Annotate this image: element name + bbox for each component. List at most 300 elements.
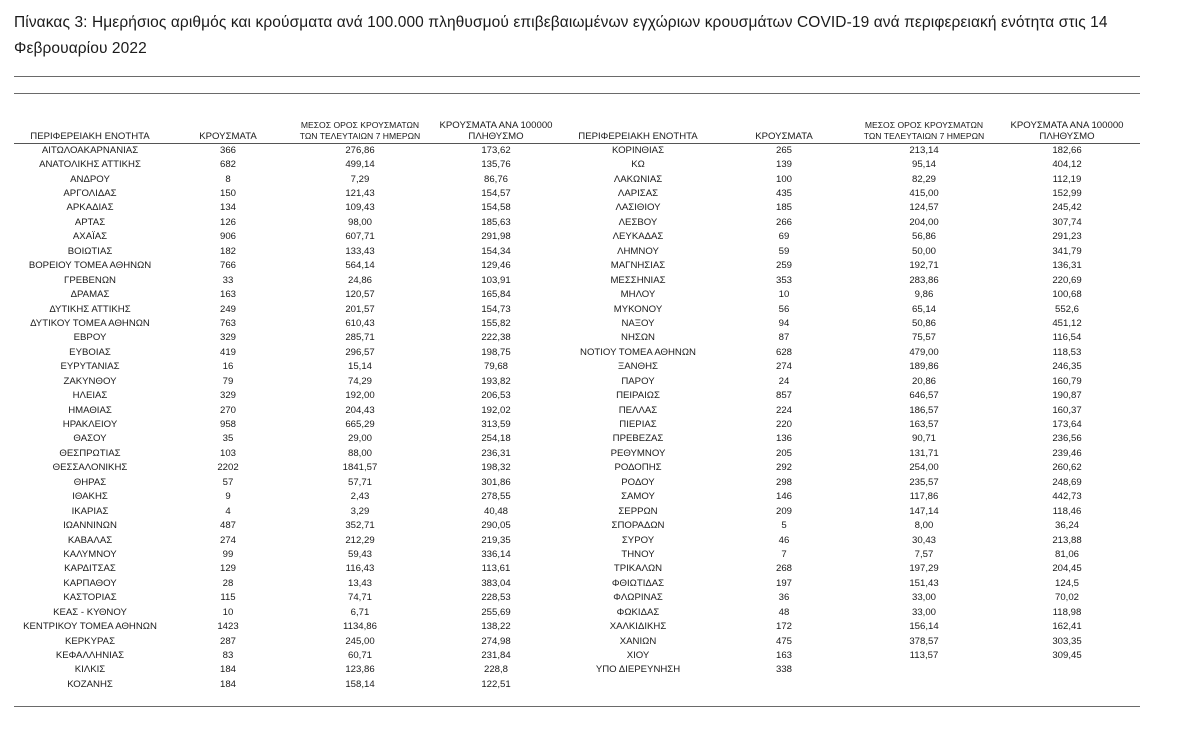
left-cases-cell: 134	[219, 202, 236, 214]
left-cases-cell: 287	[219, 635, 236, 647]
right-per100k-cell: 213,88	[1052, 534, 1082, 546]
left-cases-cell: 682	[219, 159, 236, 171]
left-avg7-cell: 499,14	[345, 159, 375, 171]
header-cases-right: ΚΡΟΥΣΜΑΤΑ	[714, 112, 854, 143]
right-avg7-cell: 33,00	[911, 592, 936, 604]
right-cases-cell: 139	[775, 159, 792, 171]
left-avg7-cell: 201,57	[345, 303, 375, 315]
right-cases-cell: 146	[775, 491, 792, 503]
header-avg7-line1: ΜΕΣΟΣ ΟΡΟΣ ΚΡΟΥΣΜΑΤΩΝ	[300, 119, 420, 130]
table-row	[14, 562, 1140, 576]
left-per100k-cell: 301,86	[481, 476, 511, 488]
right-region-cell: ΦΛΩΡΙΝΑΣ	[613, 592, 663, 604]
left-cases-cell: 129	[219, 563, 236, 575]
left-per100k-cell: 219,35	[481, 534, 511, 546]
left-cases-cell: 763	[219, 317, 236, 329]
right-cases-cell: 56	[778, 303, 790, 315]
right-per100k-cell	[994, 678, 1140, 692]
right-cases-cell: 10	[778, 289, 790, 301]
right-avg7-cell: 33,00	[911, 606, 936, 618]
left-avg7-cell: 98,00	[347, 216, 372, 228]
left-region-cell: ΗΡΑΚΛΕΙΟΥ	[62, 419, 118, 431]
left-region-cell: ΚΑΣΤΟΡΙΑΣ	[63, 592, 117, 604]
left-per100k-cell: 290,05	[481, 520, 511, 532]
left-region-cell: ΕΒΡΟΥ	[73, 332, 107, 344]
left-region-cell: ΔΥΤΙΚΗΣ ΑΤΤΙΚΗΣ	[49, 303, 131, 315]
header-avg7-line2: ΤΩΝ ΤΕΛΕΥΤΑΙΩΝ 7 ΗΜΕΡΩΝ	[863, 130, 985, 141]
left-cases-cell: 126	[219, 216, 236, 228]
left-avg7-cell: 133,43	[345, 245, 375, 257]
left-avg7-cell: 121,43	[345, 188, 375, 200]
right-avg7-cell: 283,86	[909, 274, 939, 286]
left-avg7-cell: 192,00	[345, 390, 375, 402]
table-row	[14, 360, 1140, 374]
table-row	[14, 346, 1140, 360]
right-per100k-cell: 552,6	[1054, 303, 1079, 315]
left-avg7-cell: 109,43	[345, 202, 375, 214]
left-avg7-cell: 13,43	[347, 577, 372, 589]
table-row	[14, 187, 1140, 201]
left-cases-cell: 766	[219, 260, 236, 272]
table-header-row	[14, 112, 1140, 143]
left-avg7-cell: 564,14	[345, 260, 375, 272]
right-avg7-cell: 204,00	[909, 216, 939, 228]
right-cases-cell: 298	[775, 476, 792, 488]
right-avg7-cell: 197,29	[909, 563, 939, 575]
left-region-cell: ΘΕΣΣΑΛΟΝΙΚΗΣ	[52, 462, 128, 474]
right-region-cell: ΝΗΣΩΝ	[621, 332, 655, 344]
table-row	[14, 143, 1140, 158]
left-region-cell: ΑΡΓΟΛΙΔΑΣ	[63, 188, 117, 200]
right-avg7-cell: 156,14	[909, 621, 939, 633]
right-per100k-cell: 70,02	[1054, 592, 1079, 604]
header-per100k-left	[430, 112, 562, 143]
left-region-cell: ΚΕΡΚΥΡΑΣ	[64, 635, 115, 647]
left-avg7-cell: 607,71	[345, 231, 375, 243]
left-avg7-cell: 74,71	[347, 592, 372, 604]
left-per100k-cell: 336,14	[481, 548, 511, 560]
right-per100k-cell: 245,42	[1052, 202, 1082, 214]
right-region-cell: ΛΕΣΒΟΥ	[618, 216, 658, 228]
left-avg7-cell: 57,71	[347, 476, 372, 488]
page-title: Πίνακας 3: Ημερήσιος αριθμός και κρούσματα ανά 100.000 πληθυσμού επιβεβαιωμένων εγχώριων κρουσμάτων COVID-19 ανά περιφερειακή ενότητα στις 14 Φεβρουαρίου 2022	[14, 14, 1108, 57]
right-region-cell: ΞΑΝΘΗΣ	[618, 361, 658, 373]
left-region-cell: ΚΕΑΣ - ΚΥΘΝΟΥ	[53, 606, 127, 618]
right-cases-cell: 268	[775, 563, 792, 575]
right-avg7-cell: 147,14	[909, 505, 939, 517]
right-cases-cell: 94	[778, 317, 790, 329]
table-row	[14, 288, 1140, 302]
left-cases-cell: 906	[219, 231, 236, 243]
right-cases-cell: 48	[778, 606, 790, 618]
table-row	[14, 461, 1140, 475]
right-region-cell: ΝΑΞΟΥ	[621, 317, 655, 329]
header-per100k-line2: ΠΛΗΘΥΣΜΟ	[468, 130, 524, 142]
left-region-cell: ΗΜΑΘΙΑΣ	[68, 404, 112, 416]
right-region-cell: ΤΡΙΚΑΛΩΝ	[613, 563, 663, 575]
left-per100k-cell: 255,69	[481, 606, 511, 618]
left-cases-cell: 150	[219, 188, 236, 200]
right-cases-cell	[714, 678, 854, 692]
left-avg7-cell: 7,29	[350, 173, 370, 185]
left-cases-cell: 184	[219, 664, 236, 676]
header-avg7-right	[854, 112, 994, 143]
divider-top	[14, 76, 1140, 77]
right-cases-cell: 353	[775, 274, 792, 286]
table-row	[14, 418, 1140, 432]
right-per100k-cell: 404,12	[1052, 159, 1082, 171]
left-avg7-cell: 88,00	[347, 447, 372, 459]
right-cases-cell: 46	[778, 534, 790, 546]
left-per100k-cell: 154,57	[481, 188, 511, 200]
header-avg7-line1: ΜΕΣΟΣ ΟΡΟΣ ΚΡΟΥΣΜΑΤΩΝ	[864, 119, 984, 130]
left-region-cell: ΚΙΛΚΙΣ	[74, 664, 106, 676]
left-cases-cell: 57	[222, 476, 234, 488]
right-region-cell: ΠΕΛΛΑΣ	[618, 404, 658, 416]
left-per100k-cell: 193,82	[481, 375, 511, 387]
right-avg7-cell: 50,00	[911, 245, 936, 257]
right-region-cell: ΜΥΚΟΝΟΥ	[613, 303, 663, 315]
right-per100k-cell: 190,87	[1052, 390, 1082, 402]
left-cases-cell: 103	[219, 447, 236, 459]
right-region-cell: ΦΘΙΩΤΙΔΑΣ	[611, 577, 665, 589]
right-region-cell: ΤΗΝΟΥ	[621, 548, 655, 560]
left-cases-cell: 274	[219, 534, 236, 546]
right-region-cell	[562, 678, 714, 692]
right-avg7-cell: 151,43	[909, 577, 939, 589]
table-row	[14, 663, 1140, 677]
header-per100k-line1: ΚΡΟΥΣΜΑΤΑ ΑΝΑ 100000	[1010, 119, 1124, 131]
right-per100k-cell: 100,68	[1052, 289, 1082, 301]
left-avg7-cell: 276,86	[345, 144, 375, 156]
right-per100k-cell: 124,5	[1054, 577, 1079, 589]
left-avg7-cell: 24,86	[347, 274, 372, 286]
right-avg7-cell: 415,00	[909, 188, 939, 200]
right-region-cell: ΛΕΥΚΑΔΑΣ	[612, 231, 664, 243]
left-region-cell: ΕΥΒΟΙΑΣ	[69, 346, 111, 358]
right-cases-cell: 69	[778, 231, 790, 243]
right-cases-cell: 172	[775, 621, 792, 633]
table-row	[14, 331, 1140, 345]
left-avg7-cell: 123,86	[345, 664, 375, 676]
left-cases-cell: 249	[219, 303, 236, 315]
right-cases-cell: 338	[775, 664, 792, 676]
right-avg7-cell: 378,57	[909, 635, 939, 647]
left-region-cell: ΔΥΤΙΚΟΥ ΤΟΜΕΑ ΑΘΗΝΩΝ	[30, 317, 150, 329]
left-region-cell: ΑΝΑΤΟΛΙΚΗΣ ΑΤΤΙΚΗΣ	[39, 159, 141, 171]
left-avg7-cell: 1841,57	[342, 462, 378, 474]
right-avg7-cell: 20,86	[911, 375, 936, 387]
right-cases-cell: 274	[775, 361, 792, 373]
right-avg7-cell: 192,71	[909, 260, 939, 272]
left-per100k-cell: 206,53	[481, 390, 511, 402]
right-region-cell: ΛΗΜΝΟΥ	[617, 245, 659, 257]
left-avg7-cell: 296,57	[345, 346, 375, 358]
left-region-cell: ΚΕΦΑΛΛΗΝΙΑΣ	[55, 650, 125, 662]
right-avg7-cell: 646,57	[909, 390, 939, 402]
left-avg7-cell: 352,71	[345, 520, 375, 532]
right-per100k-cell: 307,74	[1052, 216, 1082, 228]
table-row	[14, 533, 1140, 547]
right-cases-cell: 197	[775, 577, 792, 589]
right-cases-cell: 475	[775, 635, 792, 647]
right-cases-cell: 220	[775, 419, 792, 431]
right-cases-cell: 163	[775, 650, 792, 662]
right-per100k-cell: 236,56	[1052, 433, 1082, 445]
left-per100k-cell: 278,55	[481, 491, 511, 503]
left-cases-cell: 163	[219, 289, 236, 301]
left-per100k-cell: 192,02	[481, 404, 511, 416]
right-per100k-cell: 246,35	[1052, 361, 1082, 373]
right-avg7-cell: 117,86	[909, 491, 939, 503]
table-row	[14, 490, 1140, 504]
left-region-cell: ΔΡΑΜΑΣ	[70, 289, 110, 301]
right-avg7-cell: 124,57	[909, 202, 939, 214]
right-cases-cell: 36	[778, 592, 790, 604]
right-region-cell: ΠΙΕΡΙΑΣ	[619, 419, 657, 431]
right-region-cell: ΡΟΔΟΥ	[621, 476, 655, 488]
right-per100k-cell: 341,79	[1052, 245, 1082, 257]
table-row	[14, 172, 1140, 186]
left-per100k-cell: 185,63	[481, 216, 511, 228]
left-cases-cell: 79	[222, 375, 234, 387]
right-cases-cell: 259	[775, 260, 792, 272]
table-row	[14, 375, 1140, 389]
left-per100k-cell: 383,04	[481, 577, 511, 589]
right-cases-cell: 265	[775, 144, 792, 156]
right-cases-cell: 266	[775, 216, 792, 228]
right-cases-cell: 7	[781, 548, 787, 560]
left-per100k-cell: 154,58	[481, 202, 511, 214]
left-avg7-cell: 665,29	[345, 419, 375, 431]
right-avg7-cell: 50,86	[911, 317, 936, 329]
left-cases-cell: 33	[222, 274, 234, 286]
left-region-cell: ΙΩΑΝΝΙΝΩΝ	[63, 520, 117, 532]
left-region-cell: ΑΝΔΡΟΥ	[70, 173, 110, 185]
right-avg7-cell: 189,86	[909, 361, 939, 373]
table-row	[14, 230, 1140, 244]
right-per100k-cell: 204,45	[1052, 563, 1082, 575]
right-per100k-cell: 118,46	[1052, 505, 1082, 517]
left-per100k-cell: 79,68	[483, 361, 508, 373]
table-row	[14, 447, 1140, 461]
left-avg7-cell: 204,43	[345, 404, 375, 416]
left-region-cell: ΚΑΡΔΙΤΣΑΣ	[64, 563, 116, 575]
left-region-cell: ΚΑΡΠΑΘΟΥ	[63, 577, 117, 589]
right-cases-cell: 205	[775, 447, 792, 459]
header-avg7-line2: ΤΩΝ ΤΕΛΕΥΤΑΙΩΝ 7 ΗΜΕΡΩΝ	[299, 130, 421, 141]
left-cases-cell: 329	[219, 332, 236, 344]
table-row	[14, 403, 1140, 417]
right-cases-cell: 857	[775, 390, 792, 402]
left-per100k-cell: 113,61	[481, 563, 511, 575]
header-avg7-left	[290, 112, 430, 143]
covid-cases-table	[14, 112, 1140, 692]
left-avg7-cell: 3,29	[350, 505, 370, 517]
right-avg7-cell: 9,86	[914, 289, 934, 301]
left-cases-cell: 2202	[217, 462, 239, 474]
table-row	[14, 389, 1140, 403]
left-avg7-cell: 2,43	[350, 491, 370, 503]
right-region-cell: ΣΥΡΟΥ	[621, 534, 655, 546]
right-avg7-cell: 56,86	[911, 231, 936, 243]
right-cases-cell: 24	[778, 375, 790, 387]
left-per100k-cell: 135,76	[481, 159, 511, 171]
table-row	[14, 620, 1140, 634]
left-cases-cell: 1423	[217, 621, 239, 633]
left-cases-cell: 35	[222, 433, 234, 445]
right-cases-cell: 136	[775, 433, 792, 445]
right-region-cell: ΧΙΟΥ	[626, 650, 650, 662]
right-region-cell: ΡΟΔΟΠΗΣ	[614, 462, 662, 474]
left-region-cell: ΑΡΤΑΣ	[74, 216, 106, 228]
left-cases-cell: 99	[222, 548, 234, 560]
right-avg7-cell	[854, 678, 994, 692]
table-row	[14, 634, 1140, 648]
right-avg7-cell: 7,57	[914, 548, 934, 560]
left-cases-cell: 8	[225, 173, 231, 185]
right-per100k-cell: 116,54	[1052, 332, 1082, 344]
header-cases-left: ΚΡΟΥΣΜΑΤΑ	[166, 112, 290, 143]
left-avg7-cell: 1134,86	[343, 621, 377, 633]
left-per100k-cell: 198,75	[481, 346, 511, 358]
right-avg7-cell: 213,14	[909, 144, 939, 156]
right-per100k-cell: 136,31	[1052, 260, 1082, 272]
right-avg7-cell: 75,57	[911, 332, 936, 344]
left-region-cell: ΕΥΡΥΤΑΝΙΑΣ	[60, 361, 120, 373]
left-cases-cell: 958	[219, 419, 236, 431]
right-avg7-cell: 30,43	[911, 534, 936, 546]
left-avg7-cell: 158,14	[345, 678, 375, 690]
left-per100k-cell: 254,18	[481, 433, 511, 445]
right-per100k-cell	[994, 663, 1140, 677]
right-per100k-cell: 118,98	[1052, 606, 1082, 618]
right-per100k-cell: 160,79	[1052, 375, 1082, 387]
left-region-cell: ΘΑΣΟΥ	[73, 433, 107, 445]
left-avg7-cell: 116,43	[345, 563, 375, 575]
left-cases-cell: 329	[219, 390, 236, 402]
divider-second	[14, 93, 1140, 94]
table-row	[14, 476, 1140, 490]
table-row	[14, 432, 1140, 446]
left-per100k-cell: 236,31	[481, 447, 511, 459]
left-cases-cell: 83	[222, 650, 234, 662]
right-per100k-cell: 173,64	[1052, 419, 1082, 431]
right-region-cell: ΡΕΘΥΜΝΟΥ	[610, 447, 666, 459]
right-per100k-cell: 260,62	[1052, 462, 1082, 474]
table-row	[14, 649, 1140, 663]
left-cases-cell: 270	[219, 404, 236, 416]
left-avg7-cell: 285,71	[345, 332, 375, 344]
right-avg7-cell: 65,14	[911, 303, 936, 315]
left-cases-cell: 9	[225, 491, 231, 503]
table-row	[14, 273, 1140, 287]
left-region-cell: ΚΕΝΤΡΙΚΟΥ ΤΟΜΕΑ ΑΘΗΝΩΝ	[23, 621, 157, 633]
left-per100k-cell: 165,84	[481, 289, 511, 301]
left-cases-cell: 28	[222, 577, 234, 589]
table-row	[14, 245, 1140, 259]
right-region-cell: ΛΑΡΙΣΑΣ	[617, 188, 659, 200]
right-avg7-cell: 82,29	[911, 173, 936, 185]
header-per100k-line2: ΠΛΗΘΥΣΜΟ	[1039, 130, 1095, 142]
left-avg7-cell: 6,71	[350, 606, 370, 618]
right-avg7-cell: 95,14	[911, 159, 936, 171]
left-avg7-cell: 212,29	[345, 534, 375, 546]
left-per100k-cell: 198,32	[481, 462, 511, 474]
right-per100k-cell: 248,69	[1052, 476, 1082, 488]
right-region-cell: ΜΗΛΟΥ	[620, 289, 656, 301]
right-cases-cell: 87	[778, 332, 790, 344]
left-region-cell: ΖΑΚΥΝΘΟΥ	[63, 375, 117, 387]
table-row	[14, 591, 1140, 605]
right-region-cell: ΛΑΣΙΘΙΟΥ	[615, 202, 661, 214]
left-avg7-cell: 120,57	[345, 289, 375, 301]
right-per100k-cell: 118,53	[1052, 346, 1082, 358]
table-row	[14, 678, 1140, 692]
right-region-cell: ΦΩΚΙΔΑΣ	[616, 606, 660, 618]
right-cases-cell: 209	[775, 505, 792, 517]
right-region-cell: ΠΕΙΡΑΙΩΣ	[616, 390, 660, 402]
left-per100k-cell: 231,84	[481, 650, 511, 662]
header-region-left: ΠΕΡΙΦΕΡΕΙΑΚΗ ΕΝΟΤΗΤΑ	[14, 112, 166, 143]
table-row	[14, 577, 1140, 591]
right-avg7-cell: 163,57	[909, 419, 939, 431]
right-per100k-cell: 451,12	[1052, 317, 1082, 329]
right-avg7-cell: 479,00	[909, 346, 939, 358]
left-per100k-cell: 122,51	[481, 678, 511, 690]
table-row	[14, 259, 1140, 273]
right-avg7-cell: 90,71	[911, 433, 936, 445]
header-per100k-right	[994, 112, 1140, 143]
right-region-cell: ΣΕΡΡΩΝ	[618, 505, 658, 517]
right-avg7-cell: 235,57	[909, 476, 939, 488]
left-per100k-cell: 173,62	[481, 144, 511, 156]
left-avg7-cell: 610,43	[345, 317, 375, 329]
left-cases-cell: 366	[219, 144, 236, 156]
right-region-cell: ΣΑΜΟΥ	[621, 491, 655, 503]
left-per100k-cell: 40,48	[483, 505, 508, 517]
header-region-right: ΠΕΡΙΦΕΡΕΙΑΚΗ ΕΝΟΤΗΤΑ	[562, 112, 714, 143]
left-avg7-cell: 245,00	[345, 635, 375, 647]
right-cases-cell: 59	[778, 245, 790, 257]
right-per100k-cell: 81,06	[1054, 548, 1079, 560]
right-region-cell: ΠΑΡΟΥ	[621, 375, 655, 387]
left-region-cell: ΚΟΖΑΝΗΣ	[67, 678, 113, 690]
left-per100k-cell: 228,53	[481, 592, 511, 604]
left-per100k-cell: 313,59	[481, 419, 511, 431]
left-region-cell: ΒΟΡΕΙΟΥ ΤΟΜΕΑ ΑΘΗΝΩΝ	[28, 260, 152, 272]
left-region-cell: ΗΛΕΙΑΣ	[72, 390, 108, 402]
left-per100k-cell: 154,73	[481, 303, 511, 315]
right-cases-cell: 5	[781, 520, 787, 532]
right-per100k-cell: 442,73	[1052, 491, 1082, 503]
left-cases-cell: 419	[219, 346, 236, 358]
left-per100k-cell: 138,22	[481, 621, 511, 633]
right-avg7-cell: 113,57	[909, 650, 939, 662]
right-per100k-cell: 112,19	[1052, 173, 1082, 185]
left-region-cell: ΘΕΣΠΡΩΤΙΑΣ	[59, 447, 121, 459]
left-cases-cell: 182	[219, 245, 236, 257]
right-avg7-cell: 131,71	[909, 447, 939, 459]
table-row	[14, 504, 1140, 518]
left-cases-cell: 4	[225, 505, 231, 517]
right-cases-cell: 224	[775, 404, 792, 416]
right-region-cell: ΜΑΓΝΗΣΙΑΣ	[610, 260, 666, 272]
left-region-cell: ΙΚΑΡΙΑΣ	[71, 505, 109, 517]
right-avg7-cell: 254,00	[909, 462, 939, 474]
left-per100k-cell: 222,38	[481, 332, 511, 344]
left-region-cell: ΚΑΒΑΛΑΣ	[67, 534, 113, 546]
